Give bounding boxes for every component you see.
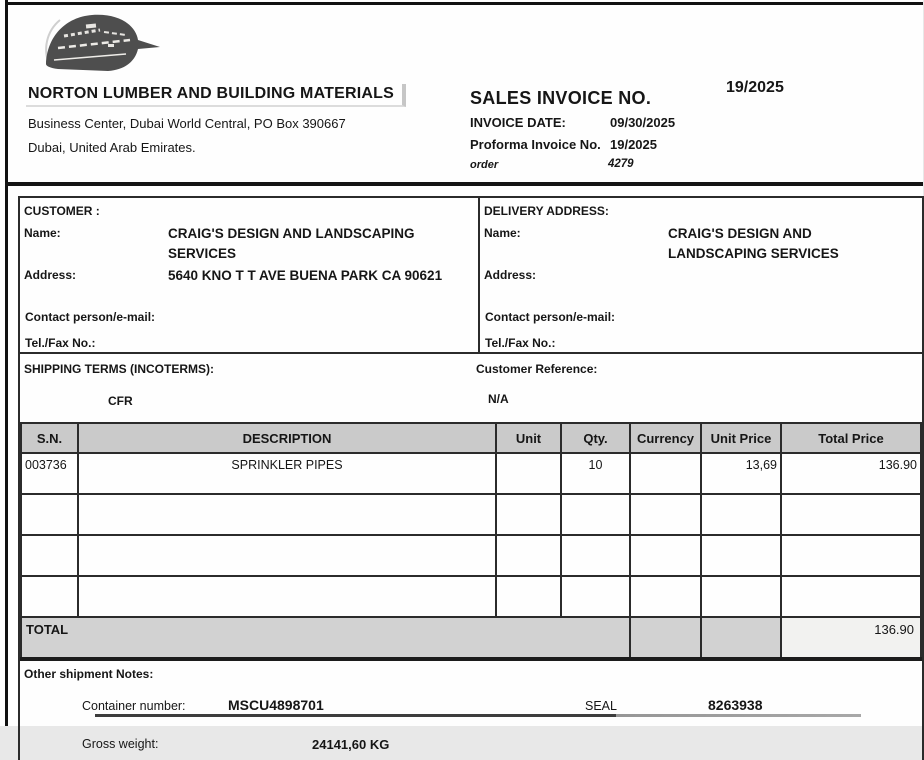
col-header-sn: S.N. <box>21 423 78 453</box>
invoice-date-label: INVOICE DATE: <box>470 115 566 130</box>
cell-unit-price <box>701 494 781 535</box>
seal-label: SEAL <box>585 699 617 713</box>
parties-section <box>20 198 922 354</box>
cell-qty: 10 <box>561 453 630 494</box>
col-header-qty: Qty. <box>561 423 630 453</box>
notes-title: Other shipment Notes: <box>24 667 154 681</box>
cell-total-price <box>781 576 921 617</box>
delivery-block <box>478 198 922 352</box>
invoice-date-value: 09/30/2025 <box>610 115 676 130</box>
ship-logo-icon <box>30 4 175 89</box>
col-header-description: DESCRIPTION <box>78 423 496 453</box>
cell-qty <box>561 535 630 576</box>
cell-unit <box>496 576 561 617</box>
total-currency-cell <box>630 617 701 659</box>
cell-sn <box>21 576 78 617</box>
cell-description: SPRINKLER PIPES <box>78 453 496 494</box>
delivery-section-label: DELIVERY ADDRESS: <box>484 204 609 218</box>
customer-name-value: CRAIG'S DESIGN AND LANDSCAPING SERVICES <box>168 226 415 261</box>
invoice-title: SALES INVOICE NO. <box>470 88 652 108</box>
cell-sn: 003736 <box>21 453 78 494</box>
proforma-invoice-value: 19/2025 <box>610 137 657 152</box>
shipping-terms-section <box>20 354 922 422</box>
cell-total-price <box>781 535 921 576</box>
container-number-label: Container number: <box>82 699 186 713</box>
customer-reference-value: N/A <box>488 392 509 406</box>
table-row <box>21 453 921 494</box>
order-number: 4279 <box>608 158 634 170</box>
customer-telfax-label: Tel./Fax No.: <box>25 336 96 350</box>
col-header-unit: Unit <box>496 423 561 453</box>
customer-reference-label: Customer Reference: <box>476 362 598 376</box>
col-header-total-price: Total Price <box>781 423 921 453</box>
table-row <box>21 576 921 617</box>
company-name: NORTON LUMBER AND BUILDING MATERIALS <box>26 84 406 107</box>
bottom-scan-rule <box>95 714 861 717</box>
shipment-notes-section <box>20 661 922 760</box>
container-number-value: MSCU4898701 <box>228 697 324 713</box>
delivery-name-value: CRAIG'S DESIGN AND LANDSCAPING SERVICES <box>668 226 839 261</box>
cell-currency <box>630 453 701 494</box>
invoice-body <box>18 196 924 760</box>
cell-unit <box>496 494 561 535</box>
gross-weight-value: 24141,60 KG <box>312 737 390 752</box>
total-value: 136.90 <box>781 617 921 659</box>
customer-block <box>20 198 478 352</box>
cell-description <box>78 535 496 576</box>
delivery-contact-label: Contact person/e-mail: <box>485 310 616 324</box>
company-address-line2: Dubai, United Arab Emirates. <box>28 140 196 155</box>
total-unit-price-cell <box>701 617 781 659</box>
delivery-name-label: Name: <box>484 226 521 240</box>
cell-qty <box>561 494 630 535</box>
cell-total-price <box>781 494 921 535</box>
seal-value: 8263938 <box>708 697 763 713</box>
cell-unit <box>496 453 561 494</box>
delivery-telfax-label: Tel./Fax No.: <box>485 336 556 350</box>
table-row <box>21 535 921 576</box>
customer-section-label: CUSTOMER : <box>24 204 100 218</box>
order-label: order <box>470 159 499 171</box>
customer-address-label: Address: <box>24 268 77 282</box>
table-row <box>21 494 921 535</box>
cell-unit <box>496 535 561 576</box>
customer-address-value: 5640 KNO T T AVE BUENA PARK CA 90621 <box>168 268 443 283</box>
delivery-address-label: Address: <box>484 268 537 282</box>
proforma-invoice-label: Proforma Invoice No. <box>470 137 601 152</box>
col-header-unit-price: Unit Price <box>701 423 781 453</box>
cell-currency <box>630 535 701 576</box>
page-border-left <box>5 0 8 726</box>
customer-contact-label: Contact person/e-mail: <box>25 310 156 324</box>
cell-description <box>78 494 496 535</box>
items-table-header-row <box>21 423 921 453</box>
cell-unit-price: 13,69 <box>701 453 781 494</box>
cell-currency <box>630 494 701 535</box>
cell-currency <box>630 576 701 617</box>
cell-unit-price <box>701 576 781 617</box>
col-header-currency: Currency <box>630 423 701 453</box>
customer-name-label: Name: <box>24 226 61 240</box>
company-address-line1: Business Center, Dubai World Central, PO Box 390667 <box>28 116 346 131</box>
cell-sn <box>21 494 78 535</box>
gross-weight-label: Gross weight: <box>82 737 159 751</box>
cell-sn <box>21 535 78 576</box>
cell-total-price: 136.90 <box>781 453 921 494</box>
items-table <box>20 422 922 661</box>
invoice-number: 19/2025 <box>726 79 784 96</box>
cell-unit-price <box>701 535 781 576</box>
total-row <box>21 617 921 659</box>
cell-description <box>78 576 496 617</box>
shipping-terms-label: SHIPPING TERMS (INCOTERMS): <box>24 362 215 376</box>
header-divider-rule <box>5 182 923 186</box>
cell-qty <box>561 576 630 617</box>
total-label: TOTAL <box>21 617 630 659</box>
shipping-terms-value: CFR <box>108 394 133 408</box>
